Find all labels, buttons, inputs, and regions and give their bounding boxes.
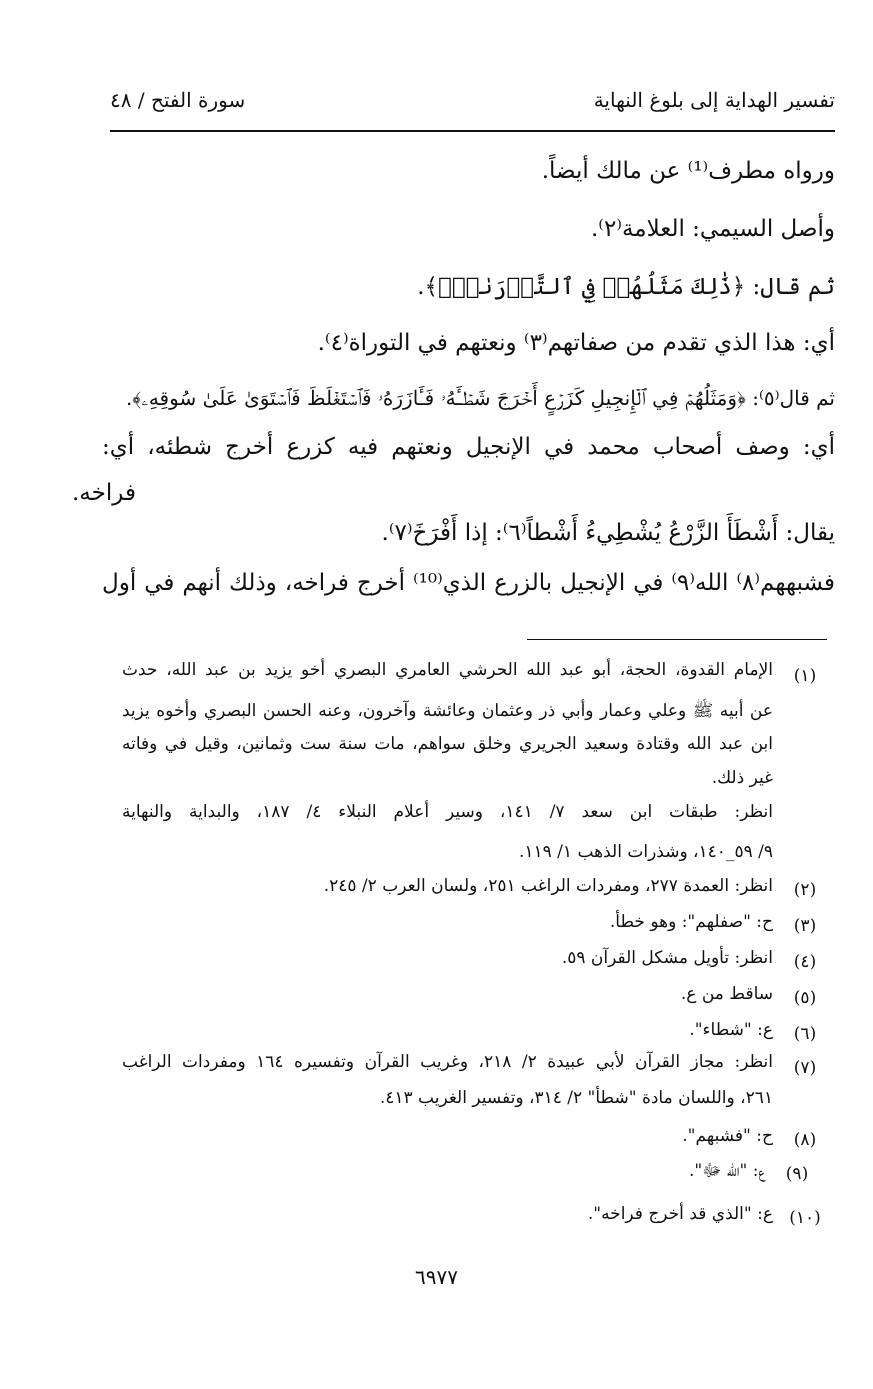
footnote-line: ٩/ ٥٩_١٤٠، وشذرات الذهب ١/ ١١٩. [518,842,773,862]
footnote-line: الإمام القدوة، الحجة، أبو عبد الله الحرشي العامري البصري أخو يزيد بن عبد الله، حدث [122,660,773,680]
footnote-number: (١) [793,666,817,686]
body-line: أي: وصف أصحاب محمد في الإنجيل ونعتهم فيه كزرع أخرج شطئه، أي: [102,434,835,460]
body-line: فشبههم⁽٨⁾ الله⁽٩⁾ في الإنجيل بالزرع الذي⁽¹⁰⁾ أخرج فراخه، وذلك أنهم في أول [102,570,836,596]
footnote-line: انظر: مجاز القرآن لأبي عبيدة ٢/ ٢١٨، وغريب القرآن وتفسيره ١٦٤ ومفردات الراغب [122,1052,773,1072]
footnote-line: ع: "الذي قد أخرج فراخه". [587,1204,773,1224]
footnote-line: ساقط من ع. [680,984,773,1004]
book-title: تفسير الهداية إلى بلوغ النهاية [593,88,835,112]
footnote-number: (٩) [785,1164,809,1184]
footnote-number: (٦) [793,1024,817,1044]
footnote-number: (٤) [793,952,817,972]
body-line: أي: هذا الذي تقدم من صفاتهم⁽٣⁾ ونعتهم في التوراة⁽٤⁾. [317,330,835,356]
body-line: يقال: أَشْطَأَ الزَّرْعُ يُشْطِيءُ أَشْطاً⁽٦⁾: إذا أَفْرَخَ⁽٧⁾. [381,520,835,546]
body-line: وأصل السيمي: العلامة⁽٢⁾. [591,216,835,242]
footnote-line: ٢٦١، واللسان مادة "شطأ" ٢/ ٣١٤، وتفسير الغريب ٤١٣. [379,1088,773,1108]
footnote-line: ح: "صفلهم": وهو خطأ. [609,912,773,932]
footnote-number: (٣) [793,916,817,936]
page-number: ٦٩٧٧ [415,1265,458,1289]
footnote-line: انظر: العمدة ٢٧٧، ومفردات الراغب ٢٥١، ولسان العرب ٢/ ٢٤٥. [323,876,773,896]
surah-label: سورة الفتح / ٤٨ [110,88,246,112]
footnote-line: ح: "فشبهم". [682,1126,773,1146]
footnote-number: (٢) [793,880,817,900]
body-line: ثم قال⁽٥⁾: ﴿وَمَثَلُهُمۡ فِي ٱلۡإِنجِيلِ كَزَرۡعٍ أَخۡرَجَ شَطۡـَٔهُۥ فَـَٔازَرَهُۥ فَٱسۡتَغۡلَظَ فَٱسۡتَوَىٰ عَلَىٰ سُوقِهِۦ﴾. [126,386,835,410]
body-line: فراخه. [72,480,136,506]
footnote-line: ع: "الله ﷻ". [689,1161,765,1181]
footnote-number: (١٠) [789,1208,821,1228]
footnote-line: ابن عبد الله وقتادة وسعيد الجريري وخلق سواهم، مات سنة ست وثمانين، وقيل في وفاته [122,734,773,754]
footnote-line: انظر: طبقات ابن سعد ٧/ ١٤١، وسير أعلام النبلاء ٤/ ١٨٧، والبداية والنهاية [122,802,773,822]
footnote-line: غير ذلك. [711,768,773,788]
footnote-line: انظر: تأويل مشكل القرآن ٥٩. [561,948,773,968]
footnote-number: (٥) [793,988,817,1008]
footnote-number: (٨) [793,1130,817,1150]
footnote-number: (٧) [793,1058,817,1078]
footnote-line: عن أبيه ﷺ وعلي وعمار وأبي ذر وعثمان وعائشة وآخرون، وعنه الحسن البصري وأخوه يزيد [122,701,773,721]
body-line: ثم قال: ﴿ذَٰلِكَ مَثَلُهُمۡ فِي ٱلتَّوۡرَىٰةِۚ﴾. [417,274,835,300]
footnote-line: ع: "شطاء". [689,1020,773,1040]
body-line: ورواه مطرف⁽¹⁾ عن مالك أيضاً. [541,158,835,184]
